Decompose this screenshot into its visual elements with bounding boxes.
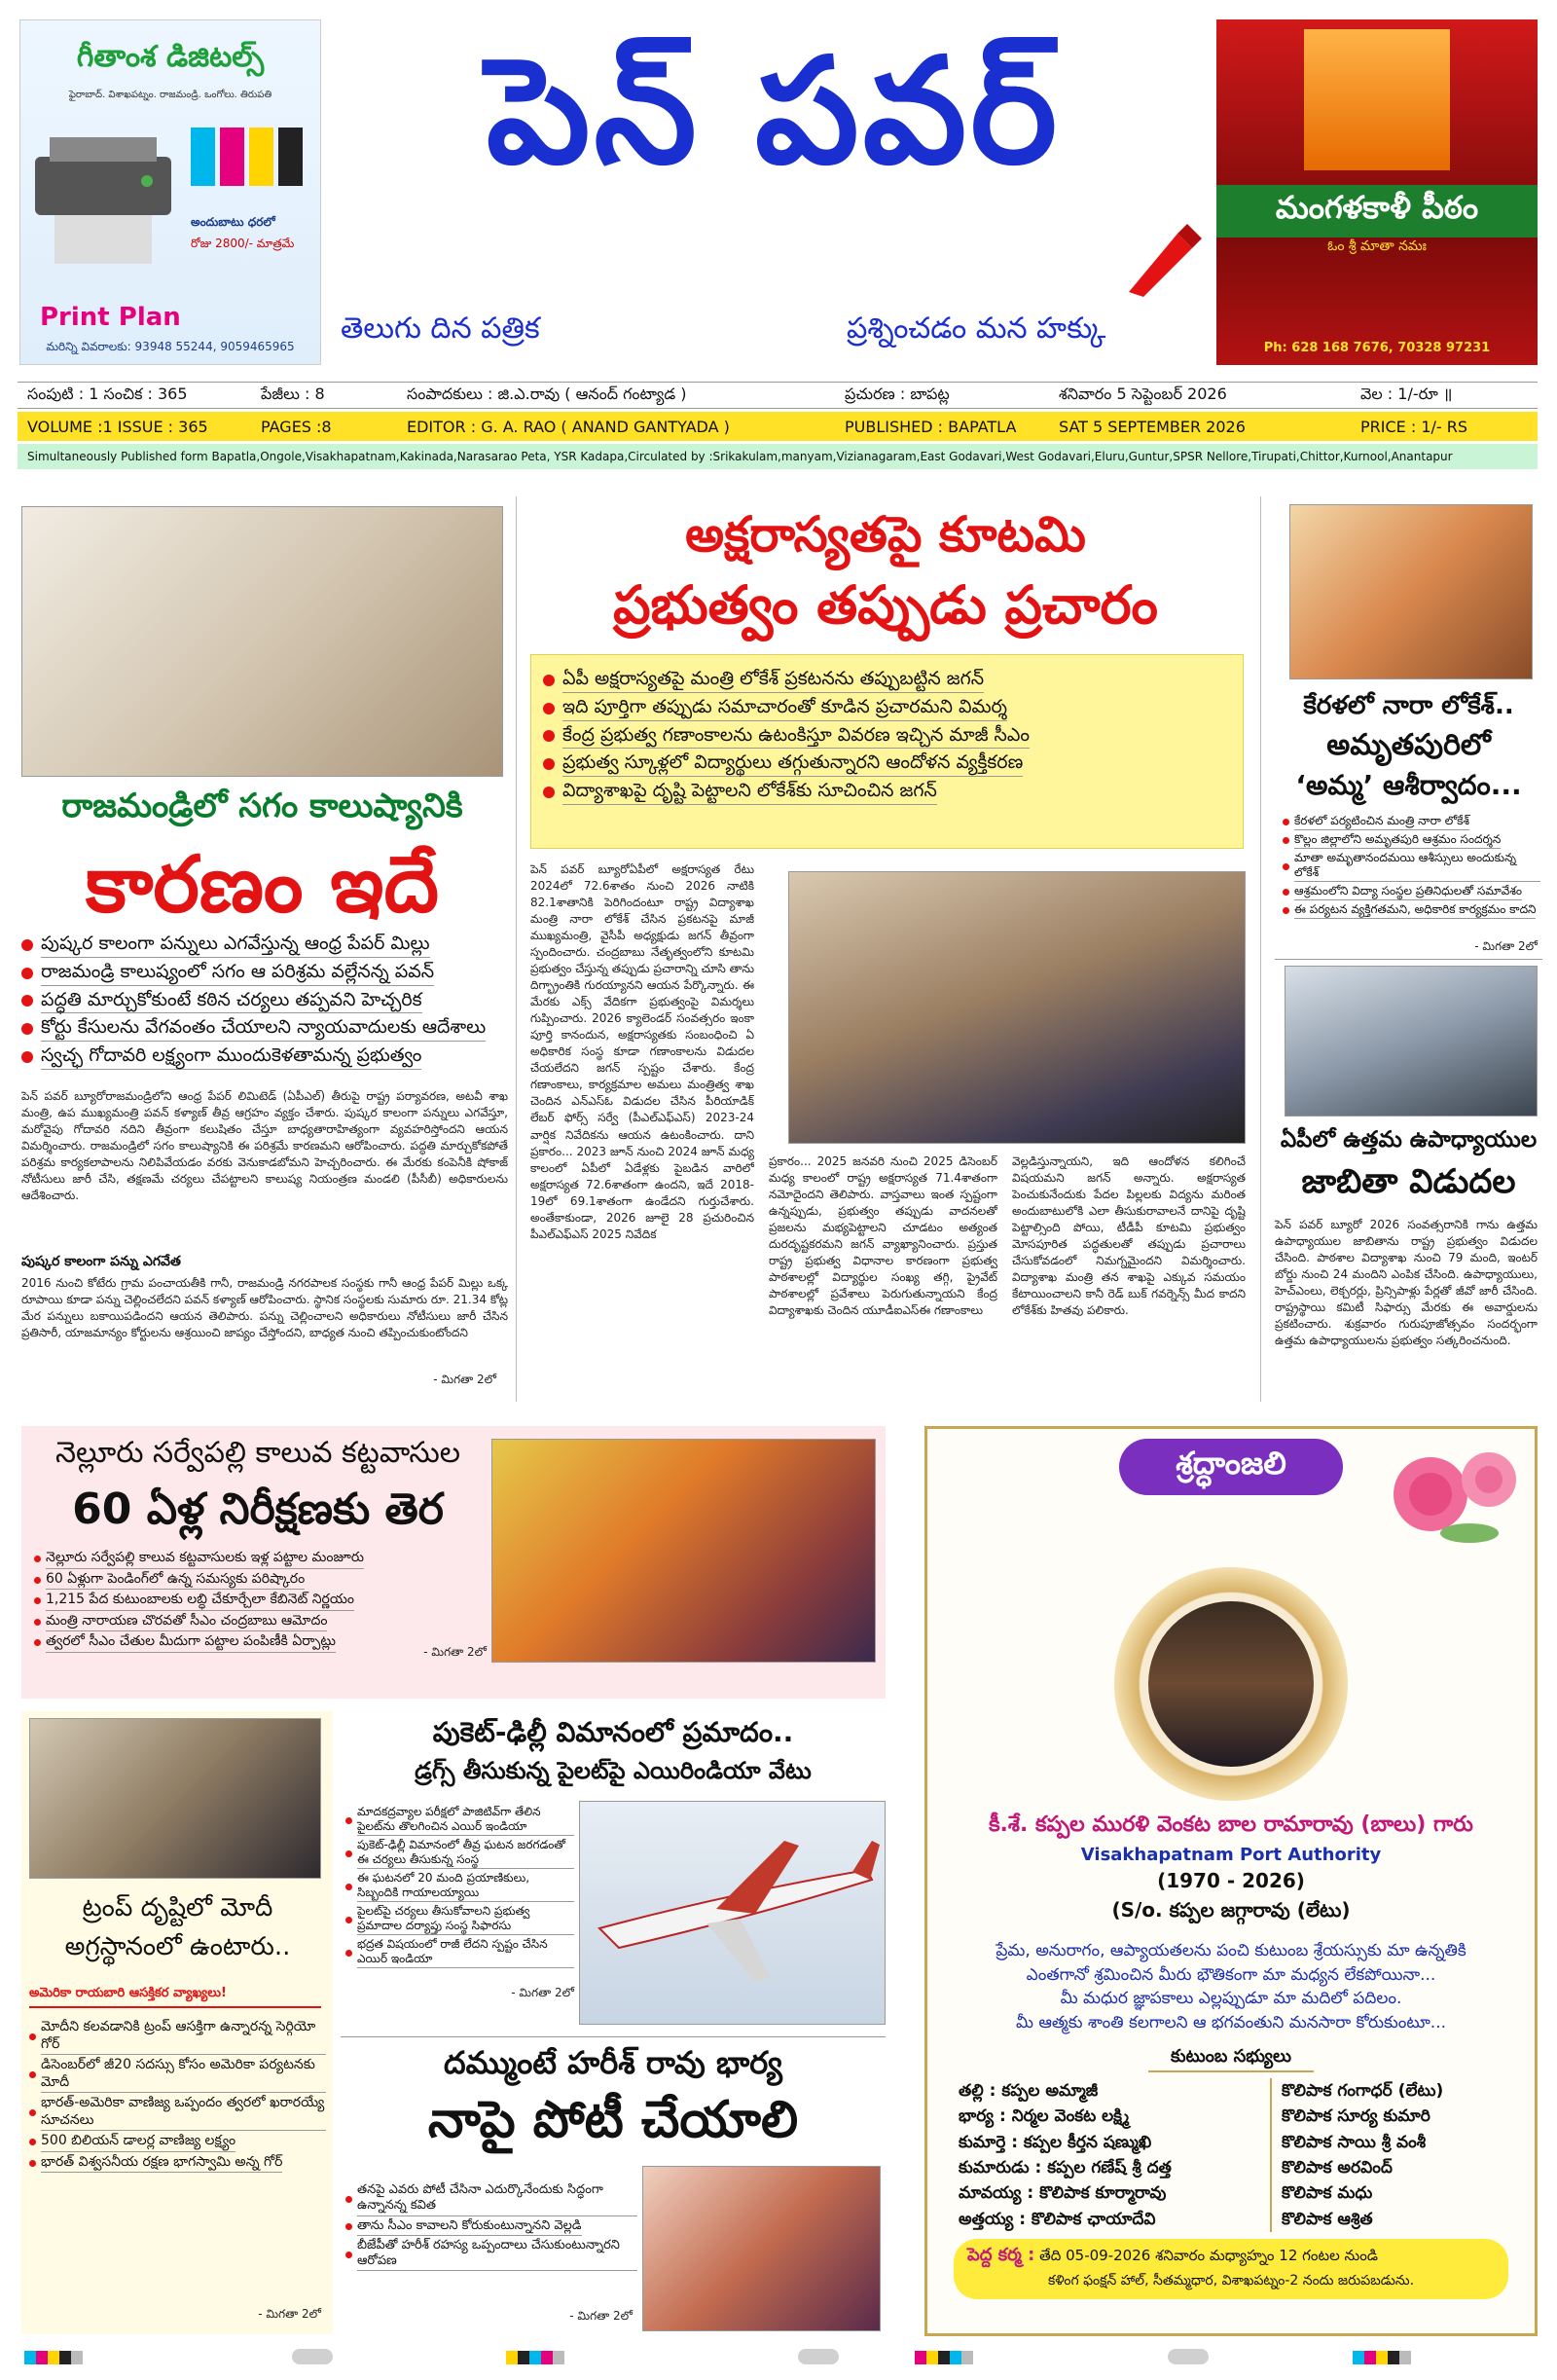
story-center-headline-1: అక్షరాస్యతపై కూటమి xyxy=(685,506,1086,563)
bullet-text: డిసెంబర్‌లో జీ20 సదస్సు కోసం అమెరికా పర్యటనకు మోదీ xyxy=(41,2057,326,2093)
story-right-top-continued xyxy=(1411,939,1538,956)
bullet-text: మంత్రి నారాయణ చొరవతో సీఎం చంద్రబాబు ఆమోదం xyxy=(46,1613,327,1632)
bullet-text: పుకెట్-ఢిల్లీ విమానంలో తీవ్ర ఘటన జరగడంతో ఈ చర్యలు తీసుకున్న సంస్థ xyxy=(357,1838,574,1869)
modi-trump-photo xyxy=(29,1718,321,1879)
bullet-dot xyxy=(1283,889,1289,896)
story-center-headline-2: ప్రభుత్వం తప్పుడు ప్రచారం xyxy=(613,574,1158,636)
masthead-tagline-left: తెలుగు దిన పత్రిక xyxy=(341,311,540,346)
story-trump-bullets xyxy=(29,2017,326,2175)
bullet-dot xyxy=(29,2109,36,2116)
bullet-dot xyxy=(345,2252,352,2258)
bullet-item xyxy=(1283,832,1540,849)
bullet-item xyxy=(345,2238,637,2272)
tribute-message-line: ఎంతగానో శ్రమించిన మీరు భౌతికంగా మా మధ్యన లేకపోయినా... xyxy=(1026,1964,1436,1985)
bullet-item xyxy=(29,2057,326,2093)
family-member: కుమారుడు : కప్పల గణేష్ శ్రీ దత్త xyxy=(959,2158,1172,2179)
story-trump-headline-2: అగ్రస్థానంలో ఉంటారు.. xyxy=(64,1932,291,1961)
bullet-dot xyxy=(21,1023,33,1035)
bullet-item xyxy=(34,1571,491,1591)
bullet-item xyxy=(34,1613,491,1632)
bullet-text: 1,215 పేద కుటుంబాలకు లబ్ధి చేకూర్చేలా కేబినెట్ నిర్ణయం xyxy=(46,1592,354,1611)
color-registration-mark xyxy=(1353,2351,1411,2364)
story-kavitha-headline-2: నాపై పోటీ చేయాలి xyxy=(427,2091,799,2149)
bullet-text: ఈ పర్యటన వ్యక్తిగతమని, అధికారిక కార్యక్రమం కాదని xyxy=(1294,902,1536,919)
info-bar-telugu xyxy=(18,382,1538,409)
story-right-top-headline-2: అమృతపురిలో xyxy=(1326,728,1491,762)
continued-text: - మిగతా 2లో xyxy=(423,1645,487,1659)
story-kavitha-continued xyxy=(516,2309,633,2325)
air-india-plane-photo xyxy=(579,1801,886,2025)
bullet-dot xyxy=(345,2223,352,2230)
story-left-body: పెన్ పవర్ బ్యూరోరాజమండ్రిలోని ఆంధ్ర పేపర్ లిమిటెడ్ (ఏపీఎల్) తీరుపై రాష్ట్ర పర్యావరణ, అటవీ శాఖ మంత్రి, ఉప ముఖ్యమంత్రి పవన్ కళ్యాణ్ తీవ్ర ఆగ్రహం వ్యక్తం చేశారు. పుష్కర కాలంగా పన్నులు ఎగవేస్తూ, మరోవైపు గోదావరి నదిని తీవ్రంగా కలుషితం చేస్తూ బాధ్యతారాహిత్యంగా వ్యవహరిస్తోందని ఆయన విమర్శించారు. రాజమండ్రిలో సగం కాలుష్యానికి ఈ పరిశ్రమే కారణమని ఆరోపించారు. పద్ధతి మార్చుకోకపోతే పరిశ్రమ కార్యకలాపాలను నిలిపివేయడం వరకు వెనుకాడబోమని హెచ్చరించారు. ఈ మేరకు కంపెనీకి షోకాజ్ నోటీసులు జారీ చేసి, తక్షణమే చర్యలు చేపట్టాలని కాలుష్య నియంత్రణ మండలి (పీసీబీ) అధికారులను ఆదేశించారు. xyxy=(21,1089,508,1203)
family-member: కొలిపాక సూర్య కుమారి xyxy=(1282,2106,1430,2127)
story-left-bullets xyxy=(21,930,508,1073)
bullet-dot xyxy=(21,995,33,1007)
bullet-dot xyxy=(1283,863,1289,870)
continued-text: - మిగతా 2లో xyxy=(569,2309,633,2323)
bullet-text: భారత్ విశ్వసనీయ రక్షణ భాగస్వామి అన్న గోర్ xyxy=(41,2154,282,2174)
bullet-dot xyxy=(34,1577,41,1584)
bullet-dot xyxy=(345,1850,352,1857)
ad-left-line1: ఫైరాబాద్. విశాఖపట్నం. రాజమండ్రి. ఒంగోలు. తిరుపతి xyxy=(68,90,272,100)
tribute-family-left xyxy=(959,2078,1260,2232)
ad-right-title: మంగళకాళీ పీఠం xyxy=(1216,185,1538,238)
bullet-item xyxy=(29,2133,326,2152)
tribute-ceremony-line1-row xyxy=(967,2245,1495,2269)
ad-left-logo-text: Print Plan xyxy=(40,303,181,332)
bullet-dot xyxy=(543,703,555,714)
continued-text: - మిగతా 2లో xyxy=(1474,939,1538,953)
ad-right-line1: ఓం శ్రీ మాతా నమః xyxy=(1327,238,1427,254)
story-nellore-headline: 60 ఏళ్ల నిరీక్షణకు తెర xyxy=(72,1484,444,1534)
bullet-text: మాతా అమృతానందమయి ఆశీస్సులు అందుకున్న లోకేశ్ xyxy=(1294,851,1540,882)
bullet-item xyxy=(543,696,1231,721)
info-date-te: శనివారం 5 సెప్టెంబర్ 2026 xyxy=(1059,384,1227,403)
bullet-dot xyxy=(21,939,33,951)
bullet-dot xyxy=(29,2160,36,2167)
bullet-dot xyxy=(21,968,33,979)
bullet-text: భద్రత విషయంలో రాజీ లేదని స్పష్టం చేసిన ఎయిర్ ఇండియా xyxy=(357,1937,574,1968)
bullet-text: స్వచ్ఛ గోదావరి లక్ష్యంగా ముందుకెళతామన్న ప్రభుత్వం xyxy=(41,1044,421,1070)
story-right-bottom-kicker: ఏపీలో ఉత్తమ ఉపాధ్యాయుల xyxy=(1280,1127,1538,1153)
info-published-te: ప్రచురణ : బాపట్ల xyxy=(845,384,950,403)
bullet-dot xyxy=(34,1619,41,1626)
story-center-body-col1: పెన్ పవర్ బ్యూరోఏపీలో అక్షరాస్యత రేటు 2024లో 72.6శాతం నుంచి 2026 నాటికి 82.1శాతానికి పెరిగిందంటూ రాష్ట్ర విద్యాశాఖ మంత్రి నారా లోకేశ్ చేసిన ప్రకటనపై మాజీ ముఖ్యమంత్రి, వైసీపీ అధ్యక్షుడు జగన్ తీవ్రంగా స్పందించారు. చంద్రబాబు నేతృత్వంలోని కూటమి ప్రభుత్వం చేస్తున్న తప్పుడు ప్రచారాన్ని చూసి తాను దిగ్భ్రాంతికి గురయ్యానని ఆయన పేర్కొన్నారు. ఈ మేరకు ఎక్స్ వేదికగా ప్రభుత్వంపై విమర్శలు గుప్పించారు. 2026 క్యాలెండర్ సంవత్సరం ఇంకా పూర్తి కానందున, అక్షరాస్యతకు సంబంధించి ఏ అధికారిక సంస్థ కూడా గణాంకాలను విడుదల చేయలేదని జగన్ స్పష్టం చేశారు. కేంద్ర గణాంకాలు, కార్యక్రమాల అమలు మంత్రిత్వ శాఖ చెందిన ఎన్ఎస్ఓ విడుదల చేసిన పీరియాడిక్ లేబర్ ఫోర్స్ సర్వే (పీఎల్ఎఫ్ఎస్) 2023-24 వార్షిక నివేదికను ఆయన ఉటంకించారు. దాని ప్రకారం... 2023 జూన్ నుంచి 2024 జూన్ మధ్య కాలంలో ఏపీలో ఏడేళ్లకు పైబడిన వారిలో అక్షరాస్యత 72.6శాతంగా ఉందని, ఇదే 2018-19లో 69.1శాతంగా ఉండేదని గుర్తుచేశారు. అంతేకాకుండా, 2026 జూలై 28 ప్రచురించిన పీఎల్ఎఫ్ఎస్ 2025 నివేదిక xyxy=(530,862,754,1241)
tribute-portrait xyxy=(1148,1601,1314,1767)
column-separator xyxy=(516,496,517,1402)
info-pages-en: PAGES :8 xyxy=(261,417,332,436)
tribute-message-line: మీ మధుర జ్ఞాపకాలు ఎల్లప్పుడూ మా మదిలో పదిలం. xyxy=(1060,1989,1402,2009)
bullet-item xyxy=(345,1838,574,1869)
bullet-item xyxy=(543,724,1231,750)
bullet-dot xyxy=(345,1917,352,1923)
bullet-text: ఆశ్రమంలోని విద్యా సంస్థల ప్రతినిధులతో సమావేశం xyxy=(1294,884,1522,900)
ad-left-line3: రోజు 2800/- మాత్రమే xyxy=(191,237,295,250)
story-left-subhead: పుష్కర కాలంగా పన్ను ఎగవేత xyxy=(21,1254,181,1269)
tribute-parent: (S/o. కప్పల జగ్గారావు (లేటు) xyxy=(1111,1898,1351,1922)
masthead-title: పెన్ పవర్ xyxy=(486,27,1062,197)
color-registration-mark xyxy=(915,2351,973,2364)
ad-left-title: గీతాంశ డిజిటల్స్ xyxy=(76,40,265,74)
masthead-tagline-right: ప్రశ్నించడం మన హక్కు xyxy=(847,311,1106,346)
bullet-text: పుష్కర కాలంగా పన్నులు ఎగవేస్తున్న ఆంధ్ర పేపర్ మిల్లు xyxy=(41,933,430,958)
bullet-item xyxy=(543,668,1231,693)
bullet-item xyxy=(345,1805,574,1836)
bullet-item xyxy=(1283,851,1540,882)
bullet-item xyxy=(34,1550,491,1569)
bullet-text: విద్యాశాఖపై దృష్టి పెట్టాలని లోకేశ్‌కు సూచించిన జగన్ xyxy=(562,780,937,805)
story-kavitha-headline-1: దమ్ముంటే హరీశ్ రావు భార్య xyxy=(444,2044,782,2081)
bullet-text: 500 బిలియన్ డాలర్ల వాణిజ్య లక్ష్యం xyxy=(41,2133,235,2152)
bullet-item xyxy=(345,1904,574,1935)
story-trump-continued xyxy=(195,2307,321,2324)
airplane-icon xyxy=(580,1802,886,2025)
color-registration-mark xyxy=(24,2351,83,2364)
registration-pill xyxy=(1168,2349,1209,2364)
kavitha-photo xyxy=(642,2166,881,2331)
circulation-text: Simultaneously Published form Bapatla,Ongole,Visakhapatnam,Kakinada,Narasarao Peta, YSR Kadapa,Circulated by :Srikakulam,manyam,Vizianagaram,East Godavari,West Godavari,Eluru,Guntur,SPSR Nellore,Tirupati,Chittor,Kurnool,Anantapur xyxy=(27,450,1453,463)
story-flight-continued xyxy=(467,1986,574,2002)
story-left-headline: కారణం ఇదే xyxy=(86,839,439,930)
tribute-org: Visakhapatnam Port Authority xyxy=(1080,1845,1382,1865)
bullet-text: బీజేపీతో హరీశ్ రహస్య ఒప్పందాలు చేసుకుంటున్నారని ఆరోపణ xyxy=(357,2238,637,2272)
bullet-text: ప్రభుత్వ స్కూళ్లలో విద్యార్థులు తగ్గుతున్నారని ఆందోళన వ్యక్తీకరణ xyxy=(562,751,1023,777)
bullet-text: భారత్-అమెరికా వాణిజ్య ఒప్పందం త్వరలో ఖరారయ్యే సూచనలు xyxy=(41,2095,326,2131)
story-right-top-bullets xyxy=(1283,812,1540,921)
bullet-item xyxy=(29,2019,326,2055)
registration-pill xyxy=(798,2349,839,2364)
bullet-item xyxy=(21,1044,508,1070)
bullet-item xyxy=(345,2182,637,2216)
bullet-text: కేరళలో పర్యటించిన మంత్రి నారా లోకేశ్ xyxy=(1294,814,1469,830)
bullet-text: తాను సీఎం కావాలని కోరుకుంటున్నానని వెల్లడి xyxy=(357,2218,582,2236)
bullet-dot xyxy=(543,675,555,686)
story-trump-headline-1: ట్రంప్ దృష్టిలో మోదీ xyxy=(82,1893,273,1922)
bullet-item xyxy=(345,2218,637,2236)
tribute-years: (1970 - 2026) xyxy=(1157,1869,1305,1892)
bullet-item xyxy=(21,989,508,1014)
story-right-top-headline-3: ‘అమ్మ’ ఆశీర్వాదం... xyxy=(1295,769,1522,801)
info-pages-te: పేజీలు : 8 xyxy=(261,384,325,403)
bullet-dot xyxy=(1283,907,1289,914)
info-date-en: SAT 5 SEPTEMBER 2026 xyxy=(1059,417,1246,436)
story-center-body-col2: ప్రకారం... 2025 జనవరి నుంచి 2025 డిసెంబర్ మధ్య కాలంలో రాష్ట్ర అక్షరాస్యత 71.4శాతంగా నమోదైందని తెలిపారు. వాస్తవాలు ఇంత స్పష్టంగా ఉన్నప్పుడు, ప్రభుత్వం తప్పుడు వాదనలతో ప్రజలను మభ్యపెట్టాలని చూడటం అత్యంత దురదృష్టకరమని జగన్ వ్యాఖ్యానించారు. ప్రస్తుత రాష్ట్ర ప్రభుత్వ విధానాల కారణంగా ప్రభుత్వ పాఠశాలల్లో విద్యార్థుల సంఖ్య తగ్గి, ప్రైవేట్ పాఠశాలల్లో ప్రవేశాలు పెరుగుతున్నాయని కేంద్ర విద్యాశాఖకు చెందిన యూడీఐఎస్ఈ గణాంకాలు xyxy=(769,1154,997,1318)
continued-text: - మిగతా 2లో xyxy=(258,2307,321,2321)
column-separator xyxy=(1260,496,1261,1402)
info-published-en: PUBLISHED : BAPATLA xyxy=(845,417,1017,436)
ad-left-line2: అందుబాటు ధరలో xyxy=(191,215,275,229)
story-right-top-headline-1: కేరళలో నారా లోకేశ్.. xyxy=(1303,691,1514,720)
tribute-ceremony-line2: కళింగ ఫంక్షన్ హాల్, సీతమ్మధార, విశాఖపట్నం-2 నందు జరుపబడును. xyxy=(1047,2273,1415,2288)
bullet-text: ఈ ఘటనలో 20 మంది ప్రయాణికులు, సిబ్బందికి గాయాలయ్యాయి xyxy=(357,1871,574,1902)
story-trump-kicker: అమెరికా రాయబారి ఆసక్తికర వ్యాఖ్యలు! xyxy=(29,1986,321,2008)
bullet-text: ఇది పూర్తిగా తప్పుడు సమాచారంతో కూడిన ప్రచారమని విమర్శ xyxy=(562,696,1007,721)
ad-right-photo xyxy=(1304,29,1450,170)
bullet-dot xyxy=(543,758,555,770)
tribute-message xyxy=(939,1939,1523,2035)
info-bar-english xyxy=(18,412,1538,441)
info-editor-te: సంపాదకులు : జి.ఎ.రావు ( ఆనంద్ గంట్యాడ ) xyxy=(407,384,687,403)
bullet-dot xyxy=(29,2071,36,2078)
bullet-text: నెల్లూరు సర్వేపల్లి కాలువ కట్టవాసులకు ఇళ్ల పట్టాల మంజూరు xyxy=(46,1550,364,1569)
story-left-continued xyxy=(370,1373,496,1389)
bullet-dot xyxy=(34,1597,41,1604)
bullet-item xyxy=(1283,902,1540,919)
bullet-item xyxy=(543,751,1231,777)
story-right-bottom-body: పెన్ పవర్ బ్యూరో 2026 సంవత్సరానికి గాను ఉత్తమ ఉపాధ్యాయుల జాబితాను రాష్ట్ర ప్రభుత్వం విడుదల చేసింది. పాఠశాల విద్యాశాఖ నుంచి 79 మంది, ఇంటర్ బోర్డు నుంచి 24 మందిని ఎంపిక చేసింది. ఉపాధ్యాయులు, హెచ్ఎంలు, లెక్చరర్లు, ప్రిన్సిపాళ్లు పేర్లతో జీవో జారీ చేసింది. రాష్ట్రస్థాయి కమిటీ సిఫార్సు మేరకు ఈ అవార్డులను ప్రకటించారు. శుక్రవారం గురుపూజోత్సవం సందర్భంగా ఉత్తమ ఉపాధ్యాయులను ప్రభుత్వం సత్కరించనుంది. xyxy=(1275,1218,1538,1348)
tribute-ceremony-label: పెద్ద కర్మ : xyxy=(967,2245,1035,2265)
bullet-dot xyxy=(1283,837,1289,844)
info-volume-te: సంపుటి : 1 సంచిక : 365 xyxy=(27,384,188,403)
bullet-text: కోర్టు కేసులను వేగవంతం చేయాలని న్యాయవాదులకు ఆదేశాలు xyxy=(41,1016,486,1042)
family-member: మావయ్య : కొలిపాక కూర్మారావు xyxy=(959,2183,1167,2204)
family-member: అత్తయ్య : కొలిపాక ఛాయాదేవి xyxy=(959,2209,1156,2229)
info-price-en: PRICE : 1/- RS xyxy=(1360,417,1468,436)
story-right-bottom-headline: జాబితా విడుదల xyxy=(1301,1162,1516,1201)
nellore-rally-photo xyxy=(491,1439,876,1663)
bullet-item xyxy=(21,933,508,958)
tribute-message-line: మీ ఆత్మకు శాంతి కలగాలని ఆ భగవంతుని మనసారా కోరుకుంటూ... xyxy=(1015,2012,1447,2032)
tribute-ceremony-line1: తేది 05-09-2026 శనివారం మధ్యాహ్నం 12 గంటల నుండి xyxy=(1039,2247,1378,2264)
bullet-dot xyxy=(21,1051,33,1063)
story-flight-bullets xyxy=(345,1803,574,1970)
bullet-item xyxy=(34,1592,491,1611)
bullet-item xyxy=(1283,884,1540,900)
story-flight-headline-2: డ్రగ్స్ తీసుకున్న పైలట్‌పై ఎయిరిండియా వేటు xyxy=(415,1757,812,1784)
ink-bottles-icon xyxy=(186,108,312,196)
bullet-dot xyxy=(345,1884,352,1890)
family-member: తల్లి : కప్పల అమ్మాజీ xyxy=(959,2081,1099,2101)
family-member: కొలిపాక గంగాధర్ (లేటు) xyxy=(1282,2081,1444,2101)
bullet-dot xyxy=(543,730,555,742)
bullet-text: మోదీని కలవడానికి ట్రంప్ ఆసక్తిగా ఉన్నారన్న సెర్గియో గోర్ xyxy=(41,2019,326,2055)
ad-right-mangalakali xyxy=(1216,19,1538,365)
bullet-text: మాదకద్రవ్యాల పరీక్షలో పాజిటివ్‌గా తేలిన పైలట్‌ను తొలగించిన ఎయిర్ ఇండియా xyxy=(357,1805,574,1836)
circulation-bar xyxy=(18,444,1538,469)
family-member: కొలిపాక మధు xyxy=(1282,2183,1373,2204)
tribute-name: కీ.శే. కప్పల మురళి వెంకట బాల రామారావు (బాలు) గారు xyxy=(989,1812,1473,1837)
family-member: కొలిపాక ఆశ్రిత xyxy=(1282,2209,1373,2229)
family-member: కుమార్తె : కప్పల కీర్తన షణ్ముఖి xyxy=(959,2132,1152,2152)
bullet-text: రాజమండ్రి కాలుష్యంలో సగం ఆ పరిశ్రమ వల్లేనన్న పవన్ xyxy=(41,961,434,986)
bullet-text: పద్ధతి మార్చుకోకుంటే కఠిన చర్యలు తప్పవని హెచ్చరిక xyxy=(41,989,422,1014)
jagan-press-photo xyxy=(788,871,1246,1144)
bullet-dot xyxy=(543,787,555,798)
bullet-text: పైలట్‌పై చర్యలు తీసుకోవాలని ప్రభుత్వ ప్రమాదాల దర్యాప్తు సంస్థ సిఫారసు xyxy=(357,1904,574,1935)
continued-text: - మిగతా 2లో xyxy=(511,1986,574,1999)
registration-pill xyxy=(292,2349,333,2364)
bullet-dot xyxy=(29,2033,36,2040)
bullet-item xyxy=(29,2154,326,2174)
family-member: కొలిపాక సాయి శ్రీ వంశీ xyxy=(1282,2132,1427,2152)
bullet-item xyxy=(21,1016,508,1042)
family-member: కొలిపాక అరవింద్ xyxy=(1282,2158,1393,2179)
bullet-dot xyxy=(345,1950,352,1957)
bullet-dot xyxy=(1283,819,1289,825)
pen-nib-icon xyxy=(1119,214,1207,302)
bullet-dot xyxy=(345,2196,352,2203)
tribute-ceremony-box xyxy=(954,2239,1508,2299)
story-left-kicker: రాజమండ్రిలో సగం కాలుష్యానికి xyxy=(61,787,463,825)
section-rule xyxy=(1275,959,1542,960)
printer-icon xyxy=(30,118,196,274)
bullet-dot xyxy=(34,1556,41,1562)
pawan-kalyan-photo xyxy=(21,506,503,777)
bullet-item xyxy=(345,1937,574,1968)
story-left-body2: 2016 నుంచి కోటేరు గ్రామ పంచాయతీకి గానీ, రాజమండ్రి నగరపాలక సంస్థకు గానీ ఆంధ్ర పేపర్ మిల్లు ఒక్క రూపాయి కూడా పన్ను చెల్లించలేదని పవన్ కళ్యాణ్ ఆరోపించారు. స్థానిక సంస్థలకు సుమారు రూ. 21.34 కోట్ల మేర పన్నులు బకాయిపడిందని ఆయన తెలిపారు. పన్ను చెల్లించాలని అధికారులు నోటీసులు జారీ చేసిన ప్రతిసారీ, యాజమాన్యం కోర్టులను ఆశ్రయించి జాప్యం చేస్తోందని, బాధ్యత నుంచి తప్పించుకుంటోందని xyxy=(21,1276,508,1340)
tribute-message-line: ప్రేమ, అనురాగం, ఆప్యాయతలను పంచి కుటుంబ శ్రేయస్సుకు మా ఉన్నతికి xyxy=(996,1941,1466,1960)
bullet-dot xyxy=(34,1639,41,1646)
lokesh-amma-photo xyxy=(1289,504,1533,679)
bullet-text: కొల్లం జిల్లాలోని అమృతపురి ఆశ్రమం సందర్శన xyxy=(1294,832,1501,849)
story-flight-headline-1: పుకెట్-ఢిల్లీ విమానంలో ప్రమాదం.. xyxy=(432,1716,794,1748)
info-editor-en: EDITOR : G. A. RAO ( ANAND GANTYADA ) xyxy=(407,417,730,436)
continued-text: - మిగతా 2లో xyxy=(433,1373,496,1386)
info-volume-en: VOLUME :1 ISSUE : 365 xyxy=(27,417,208,436)
ad-right-contact: Ph: 628 168 7676, 70328 97231 xyxy=(1263,341,1491,355)
story-center-body-col3: వెల్లడిస్తున్నాయని, ఇది ఆందోళన కలిగించే విషయమని జగన్ అన్నారు. అక్షరాస్యత పెంచుకునేందుకు పేదల పిల్లలకు విద్యను మరింత అందుబాటులోకి ఎలా తీసుకురావాలనే దానిపై దృష్టి పెట్టాల్సింది పోయి, టీడీపీ కూటమి ప్రభుత్వం మోసపూరిత పద్ధతులతో తప్పుడు ప్రచారాలు చేసుకోవడంలో నిమగ్నమైందని విమర్శించారు. విద్యాశాఖ మంత్రి తన శాఖపై ఎక్కువ సమయం కేటాయించాలని కానీ రెడ్ బుక్ గవర్నెన్స్ మీద కాదని లోకేశ్‌కు హితవు పలికారు. xyxy=(1012,1154,1246,1318)
bullet-dot xyxy=(29,2139,36,2145)
bullet-text: కేంద్ర ప్రభుత్వ గణాంకాలను ఉటంకిస్తూ వివరణ ఇచ్చిన మాజీ సీఎం xyxy=(562,724,1030,750)
bullet-item xyxy=(543,780,1231,805)
bullet-text: ఏపీ అక్షరాస్యతపై మంత్రి లోకేశ్ ప్రకటనను తప్పుబట్టిన జగన్ xyxy=(562,668,984,693)
bullet-text: తనపై ఎవరు పోటీ చేసినా ఎదుర్కొనేందుకు సిద్ధంగా ఉన్నానన్న కవిత xyxy=(357,2182,637,2216)
bullet-dot xyxy=(345,1817,352,1824)
story-kavitha-bullets xyxy=(345,2180,637,2273)
tribute-heading: శ్రద్ధాంజలి xyxy=(1119,1439,1343,1495)
section-rule xyxy=(341,2036,886,2037)
bullet-item xyxy=(29,2095,326,2131)
bullet-text: త్వరలో సీఎం చేతుల మీదుగా పట్టాల పంపిణీకి ఏర్పాట్లు xyxy=(46,1633,336,1653)
story-nellore-bullets xyxy=(34,1548,491,1655)
ad-left-contact: మరిన్ని వివరాలకు: 93948 55244, 9059465965 xyxy=(46,340,295,353)
ad-left-geethamsa xyxy=(19,19,321,365)
story-nellore-kicker: నెల్లూరు సర్వేపల్లి కాలువ కట్టవాసుల xyxy=(54,1436,461,1470)
info-price-te: వెల : 1/-రూ ॥ xyxy=(1360,384,1453,403)
bullet-item xyxy=(345,1871,574,1902)
color-registration-mark xyxy=(506,2351,564,2364)
rose-flowers-icon xyxy=(1372,1441,1528,1557)
family-member: భార్య : నిర్మల వెంకట లక్ష్మి xyxy=(959,2106,1130,2127)
bullet-item xyxy=(1283,814,1540,830)
teacher-classroom-photo xyxy=(1285,966,1538,1117)
tribute-family-right xyxy=(1270,2078,1523,2232)
bullet-item xyxy=(21,961,508,986)
bullet-text: 60 ఏళ్లుగా పెండింగ్‌లో ఉన్న సమస్యకు పరిష్కారం xyxy=(46,1571,305,1591)
story-center-bullet-box xyxy=(530,654,1244,849)
tribute-family-heading: కుటుంబ సభ్యులు xyxy=(1148,2046,1314,2072)
story-nellore-continued xyxy=(370,1645,487,1662)
